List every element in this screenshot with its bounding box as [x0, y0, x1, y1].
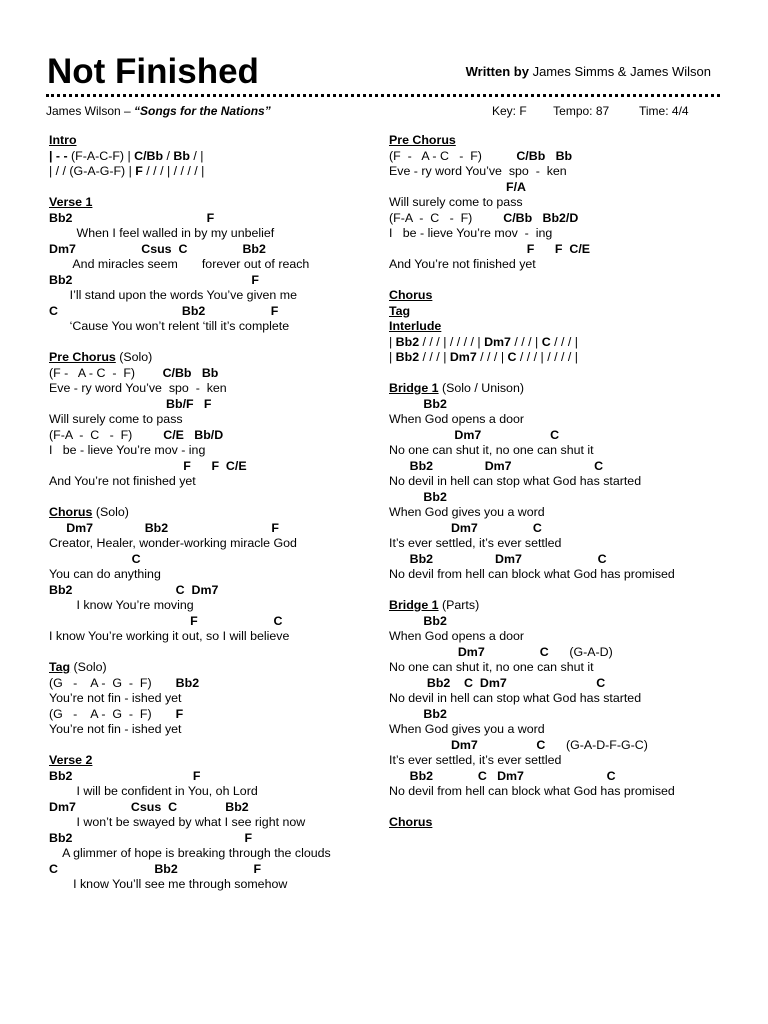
section-name: Interlude	[389, 319, 442, 333]
lyric-line: You’re not fin - ished yet	[49, 691, 182, 705]
chord-line: Bb2	[389, 706, 447, 721]
chord-symbol: Dm7	[484, 334, 511, 349]
notation: / / / |	[550, 334, 578, 349]
chord-line: Bb2 F	[49, 210, 215, 225]
chord-line: Dm7 Csus C Bb2	[49, 241, 266, 256]
chord-symbol: Bb2	[175, 675, 200, 690]
section-gap	[389, 583, 729, 599]
section-gap	[49, 738, 379, 754]
section-heading	[389, 288, 729, 304]
chord-symbol: C/Bb Bb	[162, 365, 219, 380]
chord-symbol: C/E Bb/D	[163, 427, 224, 442]
chord-line: Bb2	[389, 396, 447, 411]
notation: (F-A-C-F) |	[71, 148, 135, 163]
chord-line: F/A	[389, 179, 527, 194]
lyric-line: No devil from hell can block what God has promised	[389, 567, 675, 581]
lyric-line: I know You’ll see me through somehow	[49, 877, 288, 891]
section-heading	[389, 133, 729, 149]
notation: / / / | / / / / |	[516, 350, 578, 364]
notation: / |	[189, 148, 204, 163]
lyric-line: When God gives you a word	[389, 722, 545, 736]
section-name: Chorus	[389, 815, 433, 829]
section-note: (Solo)	[70, 660, 107, 674]
lyric-line: And miracles seem forever out of reach	[49, 257, 310, 271]
chord-symbol: Bb2	[395, 334, 420, 349]
notation: / / / | / / / / |	[142, 164, 205, 178]
section-name: Verse 2	[49, 753, 93, 767]
section-name: Tag	[49, 660, 71, 674]
chord-line: C	[49, 551, 141, 566]
notation: (G - A - G - F)	[49, 675, 176, 690]
notation: (F-A - C - F)	[389, 210, 504, 225]
chord-line: F F C/E	[49, 458, 247, 473]
notation: | / / (G-A-G-F) |	[49, 164, 136, 178]
mixed-line	[389, 738, 729, 754]
chord-line: Bb2 F	[49, 830, 253, 845]
mixed-line	[49, 707, 379, 723]
lyric-line: No devil in hell can stop what God has started	[389, 691, 642, 705]
lyric-line: No one can shut it, no one can shut it	[389, 660, 594, 674]
section-name: Intro	[49, 133, 77, 147]
section-heading	[49, 350, 379, 366]
chord-line: Bb2 F	[49, 768, 201, 783]
chord-line: C Bb2 F	[49, 303, 279, 318]
lyric-line: And You’re not finished yet	[49, 474, 196, 488]
section-heading	[49, 753, 379, 769]
album: “Songs for the Nations”	[134, 104, 271, 118]
chord-symbol: C	[507, 350, 517, 364]
notation: (G-A-D-F-G-C)	[545, 737, 648, 752]
section-heading	[49, 660, 379, 676]
artist: James Wilson –	[46, 104, 135, 118]
chord-line: Bb2	[389, 613, 447, 628]
notation: / / / |	[476, 350, 508, 364]
section-name: Chorus	[49, 505, 93, 519]
section-name: Bridge 1	[389, 598, 439, 612]
section-note: (Solo / Unison)	[438, 381, 524, 395]
lyric-line: You can do anything	[49, 567, 161, 581]
time-signature: Time: 4/4	[639, 104, 689, 118]
notation: / / / |	[510, 334, 542, 349]
section-name: Pre Chorus	[389, 133, 456, 147]
chord-symbol: C/Bb Bb	[516, 148, 573, 163]
lyric-line: When God opens a door	[389, 629, 525, 643]
lyric-line: I will be confident in You, oh Lord	[49, 784, 258, 798]
lyric-line: I know You’re moving	[49, 598, 194, 612]
chord-line: Bb2 C Dm7	[49, 582, 219, 597]
lyric-line: Eve - ry word You’ve spo - ken	[389, 164, 567, 178]
lyric-line: A glimmer of hope is breaking through the clouds	[49, 846, 331, 860]
mixed-line	[49, 164, 379, 180]
notation: /	[163, 148, 174, 163]
chord-line: Bb2 Dm7 C	[389, 551, 607, 566]
written-by-label: Written by	[465, 64, 529, 79]
section-heading	[389, 815, 729, 831]
notation: / / / | / / / / |	[419, 334, 485, 349]
mixed-line	[49, 676, 379, 692]
section-name: Bridge 1	[389, 381, 439, 395]
mixed-line	[49, 428, 379, 444]
section-heading	[49, 505, 379, 521]
song-meta	[492, 104, 689, 119]
chord-symbol: C/Bb	[134, 148, 164, 163]
key: Key: F	[492, 104, 527, 118]
lyric-line: Creator, Healer, wonder-working miracle God	[49, 536, 297, 550]
chord-line: Bb/F F	[49, 396, 212, 411]
section-gap	[49, 645, 379, 661]
chord-line: F F C/E	[389, 241, 591, 256]
section-name: Chorus	[389, 288, 433, 302]
song-title: Not Finished	[47, 52, 259, 91]
lyric-line: When God gives you a word	[389, 505, 545, 519]
section-heading	[389, 598, 729, 614]
chord-symbol: | - -	[49, 148, 72, 163]
credits	[466, 64, 711, 80]
chord-line: Bb2 C Dm7 C	[389, 675, 606, 690]
mixed-line	[389, 149, 729, 165]
notation: |	[389, 350, 396, 364]
section-note: (Parts)	[438, 598, 480, 612]
lyric-line: I be - lieve You’re mov - ing	[49, 443, 206, 457]
chord-line: Dm7 Bb2 F	[49, 520, 279, 535]
section-name: Verse 1	[49, 195, 93, 209]
lyric-line: No devil from hell can block what God has promised	[389, 784, 675, 798]
section-heading	[49, 133, 379, 149]
lyric-line: Will surely come to pass	[49, 412, 183, 426]
chord-symbol: F	[135, 164, 143, 178]
lyric-line: I know You’re working it out, so I will believe	[49, 629, 290, 643]
section-name: Tag	[389, 303, 411, 318]
tempo: Tempo: 87	[553, 104, 610, 118]
chord-line: Bb2 F	[49, 272, 259, 287]
chord-line: Dm7 C	[389, 427, 560, 442]
chord-line: F C	[49, 613, 283, 628]
notation: (G-A-D)	[548, 644, 613, 659]
notation: (G - A - G - F)	[49, 706, 176, 721]
lyric-line: Will surely come to pass	[389, 195, 523, 209]
chord-line: Bb2	[389, 489, 447, 504]
lyric-line: When I feel walled in by my unbelief	[49, 226, 275, 240]
section-note: (Solo)	[92, 505, 129, 519]
notation: / / / |	[419, 350, 450, 364]
lyric-line: It’s ever settled, it’s ever settled	[389, 536, 562, 550]
chord-symbol: C	[541, 334, 551, 349]
section-gap	[389, 366, 729, 382]
lyric-line: When God opens a door	[389, 412, 525, 426]
mixed-line	[49, 366, 379, 382]
section-gap	[49, 180, 379, 196]
right-column	[389, 133, 729, 831]
chord-symbol: F	[175, 706, 184, 721]
lyric-line: And You’re not finished yet	[389, 257, 536, 271]
chord-symbol: Bb2	[395, 350, 420, 364]
section-note: (Solo)	[115, 350, 153, 364]
lyric-line: ‘Cause You won’t relent ‘till it’s complete	[49, 319, 290, 333]
lyric-line: I be - lieve You’re mov - ing	[389, 226, 553, 240]
notation: (F - A - C - F)	[49, 365, 163, 380]
chord-line: Bb2 C Dm7 C	[389, 768, 616, 783]
writers: James Simms & James Wilson	[532, 64, 711, 79]
mixed-line	[389, 645, 729, 661]
section-gap	[389, 800, 729, 816]
notation: (F-A - C - F)	[49, 427, 164, 442]
lyric-line: You’re not fin - ished yet	[49, 722, 182, 736]
section-heading	[389, 304, 729, 320]
mixed-line	[49, 149, 379, 165]
lyric-line: No one can shut it, no one can shut it	[389, 443, 594, 457]
mixed-line	[389, 211, 729, 227]
section-gap	[49, 490, 379, 506]
section-name: Pre Chorus	[49, 350, 116, 364]
chord-symbol: C/Bb Bb2/D	[503, 210, 579, 225]
notation: (F - A - C - F)	[389, 148, 517, 163]
chord-symbol: Dm7 C	[389, 737, 546, 752]
chord-symbol: Bb	[173, 148, 190, 163]
chord-line: C Bb2 F	[49, 861, 262, 876]
chord-line: Dm7 Csus C Bb2	[49, 799, 249, 814]
section-heading	[389, 319, 729, 335]
chord-line: Dm7 C	[389, 520, 542, 535]
lyric-line: I’ll stand upon the words You’ve given me	[49, 288, 297, 302]
mixed-line	[389, 350, 729, 366]
mixed-line	[389, 335, 729, 351]
left-column	[49, 133, 379, 893]
lyric-line: No devil in hell can stop what God has started	[389, 474, 642, 488]
notation: |	[389, 334, 396, 349]
chord-symbol: Dm7 C	[389, 644, 549, 659]
section-heading	[49, 195, 379, 211]
artist-album	[46, 104, 271, 119]
chord-line: Bb2 Dm7 C	[389, 458, 604, 473]
section-gap	[49, 335, 379, 351]
chord-symbol: Dm7	[449, 350, 477, 364]
section-gap	[389, 273, 729, 289]
header-rule	[46, 94, 720, 97]
lyric-line: I won’t be swayed by what I see right now	[49, 815, 306, 829]
section-heading	[389, 381, 729, 397]
lyric-line: It’s ever settled, it’s ever settled	[389, 753, 562, 767]
lyric-line: Eve - ry word You’ve spo - ken	[49, 381, 227, 395]
